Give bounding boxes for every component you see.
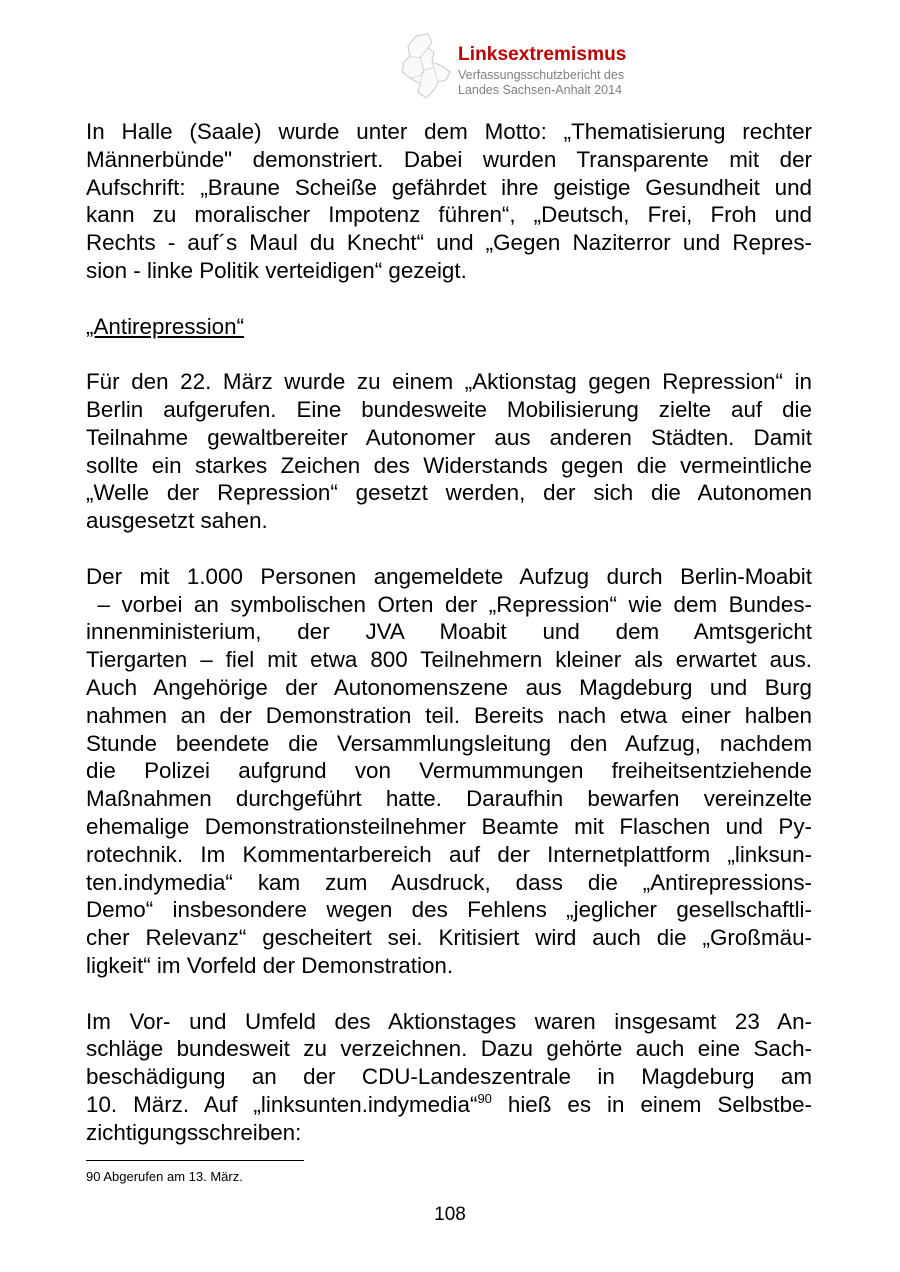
paragraph-line: „Welle der Repression“ gesetzt werden, der sich die Autonomen	[86, 480, 812, 506]
paragraph-line: Auch Angehörige der Autonomenszene aus Magdeburg und Burg	[86, 674, 812, 700]
document-body	[86, 118, 812, 1146]
paragraph-line: beschädigung an der CDU-Landeszentrale in Magdeburg am	[86, 1064, 812, 1090]
paragraph-line: ausgesetzt sahen.	[86, 508, 268, 534]
paragraph-line	[86, 1091, 812, 1119]
paragraph-line: Maßnahmen durchgeführt hatte. Daraufhin bewarfen vereinzelte	[86, 786, 812, 812]
paragraph-line: Der mit 1.000 Personen angemeldete Aufzug durch Berlin-Moabit	[86, 563, 812, 589]
paragraph-line: Tiergarten – fiel mit etwa 800 Teilnehmern kleiner als erwartet aus.	[86, 647, 812, 673]
paragraph-line: In Halle (Saale) wurde unter dem Motto: „Thematisierung rechter	[86, 119, 812, 144]
paragraph-line: innenministerium, der JVA Moabit und dem Amtsgericht	[86, 619, 812, 645]
paragraph-line: Männerbünde" demonstriert. Dabei wurden Transparente mit der	[86, 146, 812, 172]
paragraph-line: Für den 22. März wurde zu einem „Aktionstag gegen Repression“ in	[86, 369, 812, 395]
paragraph-line: Aufschrift: „Braune Scheiße gefährdet ihre geistige Gesundheit und	[86, 174, 812, 200]
footnote: 90 Abgerufen am 13. März.	[86, 1169, 243, 1184]
header-subtitle: Verfassungsschutzbericht des	[458, 68, 625, 82]
line-text: hieß es in einem Selbstbe-	[491, 1091, 813, 1117]
paragraph	[86, 563, 812, 980]
paragraph-line: cher Relevanz“ gescheitert sei. Kritisiert wird auch die „Großmäu-	[86, 925, 812, 951]
paragraph-line: Rechts - auf´s Maul du Knecht“ und „Gegen Naziterror und Repres-	[86, 230, 812, 256]
paragraph-line: rotechnik. Im Kommentarbereich auf der Internetplattform „linksun-	[86, 841, 812, 867]
page-header	[398, 32, 658, 102]
paragraph-line: Stunde beendete die Versammlungsleitung den Aufzug, nachdem	[86, 730, 812, 756]
paragraph-lines	[86, 1008, 812, 1091]
line-text: 10. März. Auf „linksunten.indymedia“	[86, 1091, 478, 1117]
paragraph-line: ten.indymedia“ kam zum Ausdruck, dass die „Antirepressions-	[86, 869, 812, 895]
paragraph	[86, 368, 812, 535]
paragraph-line: zichtigungsschreiben:	[86, 1119, 302, 1145]
page-number: 108	[434, 1204, 466, 1225]
paragraph-line: Teilnahme gewaltbereiter Autonomer aus anderen Städten. Damit	[86, 424, 812, 450]
section-heading: „Antirepression“	[86, 313, 245, 339]
paragraph-line: kann zu moralischer Impotenz führen“, „Deutsch, Frei, Froh und	[86, 202, 812, 228]
paragraph-line: sollte ein starkes Zeichen des Widerstands gegen die vermeintliche	[86, 452, 812, 478]
paragraph-line: schläge bundesweit zu verzeichnen. Dazu gehörte auch eine Sach-	[86, 1036, 812, 1062]
paragraph-line: – vorbei an symbolischen Orten der „Repression“ wie dem Bundes-	[86, 591, 812, 617]
paragraph-line: ehemalige Demonstrationsteilnehmer Beamte mit Flaschen und Py-	[86, 813, 812, 839]
paragraph-line: nahmen an der Demonstration teil. Bereits nach etwa einer halben	[86, 702, 812, 728]
sachsen-anhalt-map-logo	[398, 32, 454, 100]
paragraph-line: Berlin aufgerufen. Eine bundesweite Mobilisierung zielte auf die	[86, 396, 812, 422]
paragraph-line: Im Vor- und Umfeld des Aktionstages waren insgesamt 23 An-	[86, 1008, 812, 1034]
header-subtitle: Landes Sachsen-Anhalt 2014	[458, 83, 623, 97]
footnote-reference[interactable]: 90	[477, 1090, 492, 1106]
paragraph	[86, 1008, 812, 1147]
header-title: Linksextremismus	[458, 44, 627, 65]
paragraph	[86, 118, 812, 285]
paragraph-line: ligkeit“ im Vorfeld der Demonstration.	[86, 952, 454, 978]
footnote-divider	[86, 1160, 304, 1161]
paragraph-line: sion - linke Politik verteidigen“ gezeigt.	[86, 257, 467, 283]
paragraph-line: Demo“ insbesondere wegen des Fehlens „jeglicher gesellschaftli-	[86, 897, 812, 923]
paragraph-line: die Polizei aufgrund von Vermummungen freiheitsentziehende	[86, 758, 812, 784]
